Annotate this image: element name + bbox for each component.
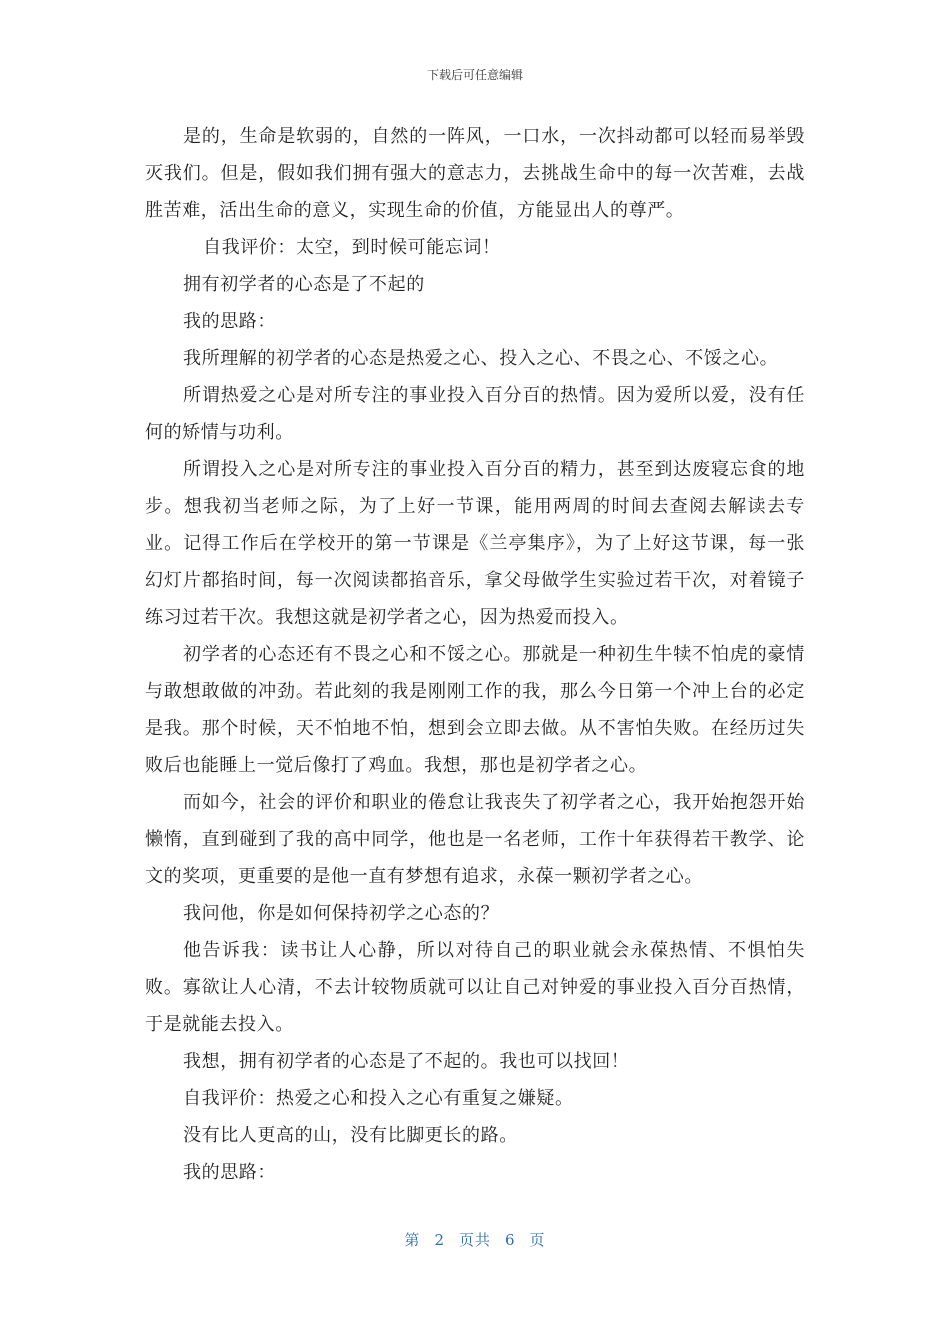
page-header: 下载后可任意编辑 (426, 68, 523, 82)
paragraph: 而如今，社会的评价和职业的倦怠让我丧失了初学者之心，我开始抱怨开始懒惰，直到碰到了我的高中同学，他也是一名老师，工作十年获得若干教学、论文的奖项，更重要的是他一直有梦想有追求，永葆一颗初学者之心。 (145, 792, 805, 887)
paragraph: 自我评价：热爱之心和投入之心有重复之嫌疑。 (183, 1088, 574, 1109)
footer-suffix: 页 (529, 1231, 546, 1249)
footer-prefix: 第 (404, 1231, 421, 1249)
paragraph: 我的思路： (183, 1162, 276, 1183)
paragraph: 我问他，你是如何保持初学之心态的？ (183, 903, 500, 924)
paragraph: 自我评价：太空，到时候可能忘词！ (203, 237, 501, 258)
paragraph: 拥有初学者的心态是了不起的 (183, 274, 425, 295)
footer-middle: 页共 (458, 1231, 491, 1249)
paragraph: 我所理解的初学者的心态是热爱之心、投入之心、不畏之心、不馁之心。 (183, 348, 779, 369)
paragraph: 我想，拥有初学者的心态是了不起的。我也可以找回！ (183, 1051, 630, 1072)
page-number-footer (0, 1229, 950, 1250)
paragraph: 初学者的心态还有不畏之心和不馁之心。那就是一种初生牛犊不怕虎的豪情与敢想敢做的冲劲。若此刻的我是刚刚工作的我，那么今日第一个冲上台的必定是我。那个时候，天不怕地不怕，想到会立即去做。从不害怕失败。在经历过失败后也能睡上一觉后像打了鸡血。我想，那也是初学者之心。 (145, 644, 805, 776)
paragraph: 所谓投入之心是对所专注的事业投入百分百的精力，甚至到达废寝忘食的地步。想我初当老师之际，为了上好一节课，能用两周的时间去查阅去解读去专业。记得工作后在学校开的第一节课是《兰亭集序》，为了上好这节课，每一张幻灯片都掐时间，每一次阅读都掐音乐，拿父母做学生实验过若干次，对着镜子练习过若干次。我想这就是初学者之心，因为热爱而投入。 (145, 459, 805, 628)
document-body (145, 118, 805, 1191)
paragraph: 是的，生命是软弱的，自然的一阵风，一口水，一次抖动都可以轻而易举毁灭我们。但是，假如我们拥有强大的意志力，去挑战生命中的每一次苦难，去战胜苦难，活出生命的意义，实现生命的价值，方能显出人的尊严。 (145, 126, 805, 221)
current-page-number: 2 (434, 1231, 445, 1249)
paragraph: 他告诉我：读书让人心静，所以对待自己的职业就会永葆热情、不惧怕失败。寡欲让人心清，不去计较物质就可以让自己对钟爱的事业投入百分百热情，于是就能去投入。 (145, 940, 805, 1035)
paragraph: 没有比人更高的山，没有比脚更长的路。 (183, 1125, 518, 1146)
total-page-count: 6 (505, 1231, 516, 1249)
paragraph: 所谓热爱之心是对所专注的事业投入百分百的热情。因为爱所以爱，没有任何的矫情与功利。 (145, 385, 805, 443)
paragraph: 我的思路： (183, 311, 276, 332)
